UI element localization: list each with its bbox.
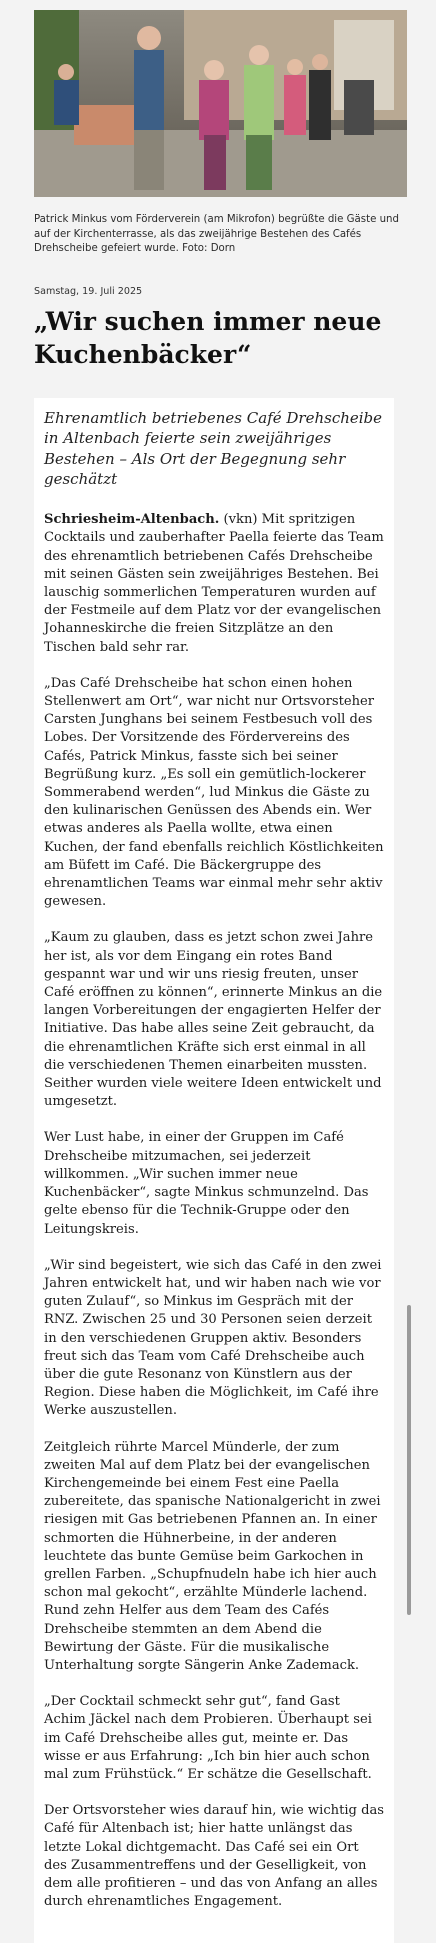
article-headline: „Wir suchen immer neue Kuchenbäcker“: [34, 307, 382, 369]
event-photo-icon: [34, 10, 407, 197]
article-paragraph: „Das Café Drehscheibe hat schon einen hohen Stellenwert am Ort“, war nicht nur Ortsvorsteher Carsten Junghans bei seinem Festbesuch voll des Lobes. Der Vorsitzende des Fördervereins des Cafés, Patrick Minkus, fasste sich bei seiner Begrüßung kurz. „Es soll ein gemütlich-lockerer Sommerabend werden“, lud Minkus die Gäste zu den kulinarischen Genüssen des Abends ein. Wer etwas anderes als Paella wollte, etwa einen Kuchen, der fand ebenfalls reichlich Köstlichkeiten am Büfett im Café. Die Bäckergruppe des ehrenamtlichen Teams war einmal mehr sehr aktiv gewesen.: [44, 675, 384, 910]
article-photo: [34, 10, 407, 197]
article-paragraph: Der Ortsvorsteher wies darauf hin, wie wichtig das Café für Altenbach ist; hier hatte unlängst das letzte Lokal dichtgemacht. Das Café sei ein Ort des Zusammentreffens und der Geselligkeit, von dem alle profitieren – und das von Anfang an alles durch ehrenamtliches Engagement.: [44, 1803, 384, 1910]
photo-caption: Patrick Minkus vom Förderverein (am Mikrofon) begrüßte die Gäste und auf der Kirchenterrasse, als das zweijährige Bestehen des Cafés Drehscheibe gefeiert wurde. Foto: Dorn: [34, 214, 399, 254]
article-paragraph: Wer Lust habe, in einer der Gruppen im Café Drehscheibe mitzumachen, sei jederzeit willkommen. „Wir suchen immer neue Kuchenbäcker“, sagte Minkus schmunzelnd. Das gelte ebenso für die Technik-Gruppe oder den Leitungskreis.: [44, 1130, 369, 1237]
article-paragraph: „Wir sind begeistert, wie sich das Café in den zwei Jahren entwickelt hat, und wir haben nach wie vor guten Zulauf“, so Minkus im Gespräch mit der RNZ. Zwischen 25 und 30 Personen seien derzeit in den verschiedenen Gruppen aktiv. Besonders freut sich das Team vom Café Drehscheibe auch über die gute Resonanz von Künstlern aus der Region. Diese haben die Möglichkeit, im Café ihre Werke auszustellen.: [44, 1257, 382, 1419]
article-paragraph: „Kaum zu glauben, dass es jetzt schon zwei Jahre her ist, als vor dem Eingang ein rotes Band gespannt war und wir uns riesig freuten, unser Café eröffnen zu können“, erinnerte Minkus an die langen Vorbereitungen der engagierten Helfer der Initiative. Das habe alles seine Zeit gebraucht, da die ehrenamtlichen Kräfte sich erst einmal in all die verschiedenen Themen einarbeiten mussten. Seither wurden viele weitere Ideen entwickelt und umgesetzt.: [44, 930, 383, 1110]
article-paragraph: Zeitgleich rührte Marcel Münderle, der zum zweiten Mal auf dem Platz bei der evangelischen Kirchengemeinde bei einem Fest eine Paella zubereitete, das spanische Nationalgericht in zwei riesigen mit Gas betriebenen Pfannen an. In einer schmorten die Hühnerbeine, in der anderen leuchtete das bunte Gemüse beim Garkochen in grellen Farben. „Schupfnudeln habe ich hier auch schon mal gekocht“, erzählte Münderle lachend. Rund zehn Helfer aus dem Team des Cafés Drehscheibe stemmten an dem Abend die Bewirtung der Gäste. Für die musikalische Unterhaltung sorgte Sängerin Anke Zademack.: [44, 1439, 381, 1673]
scrollbar-thumb[interactable]: [407, 1305, 411, 1615]
article-location: Schriesheim-Altenbach.: [44, 512, 220, 528]
publication-date: Samstag, 19. Juli 2025: [34, 286, 143, 297]
lead-text: (vkn) Mit spritzigen Cocktails und zauberhafter Paella feierte das Team des ehrenamtlich betriebenen Cafés Drehscheibe mit seinen Gästen sein zweijähriges Bestehen. Bei lauschig sommerlichen Temperaturen wurden auf der Festmeile auf dem Platz vor der evangelischen Johanneskirche die freien Sitzplätze an den Tischen bald sehr rar.: [44, 512, 384, 655]
article-body: [34, 398, 394, 1943]
article-lead: [44, 511, 385, 657]
article-teaser: Ehrenamtlich betriebenes Café Drehscheibe in Altenbach feierte sein zweijähriges Bestehen – Als Ort der Begegnung sehr geschätzt: [44, 409, 383, 488]
article-paragraph: „Der Cocktail schmeckt sehr gut“, fand Gast Achim Jäckel nach dem Probieren. Überhaupt sei im Café Drehscheibe alles gut, meinte er. Das wisse er aus Erfahrung: „Ich bin hier auch schon mal zum Frühstück.“ Er schätze die Gesellschaft.: [44, 1694, 372, 1782]
